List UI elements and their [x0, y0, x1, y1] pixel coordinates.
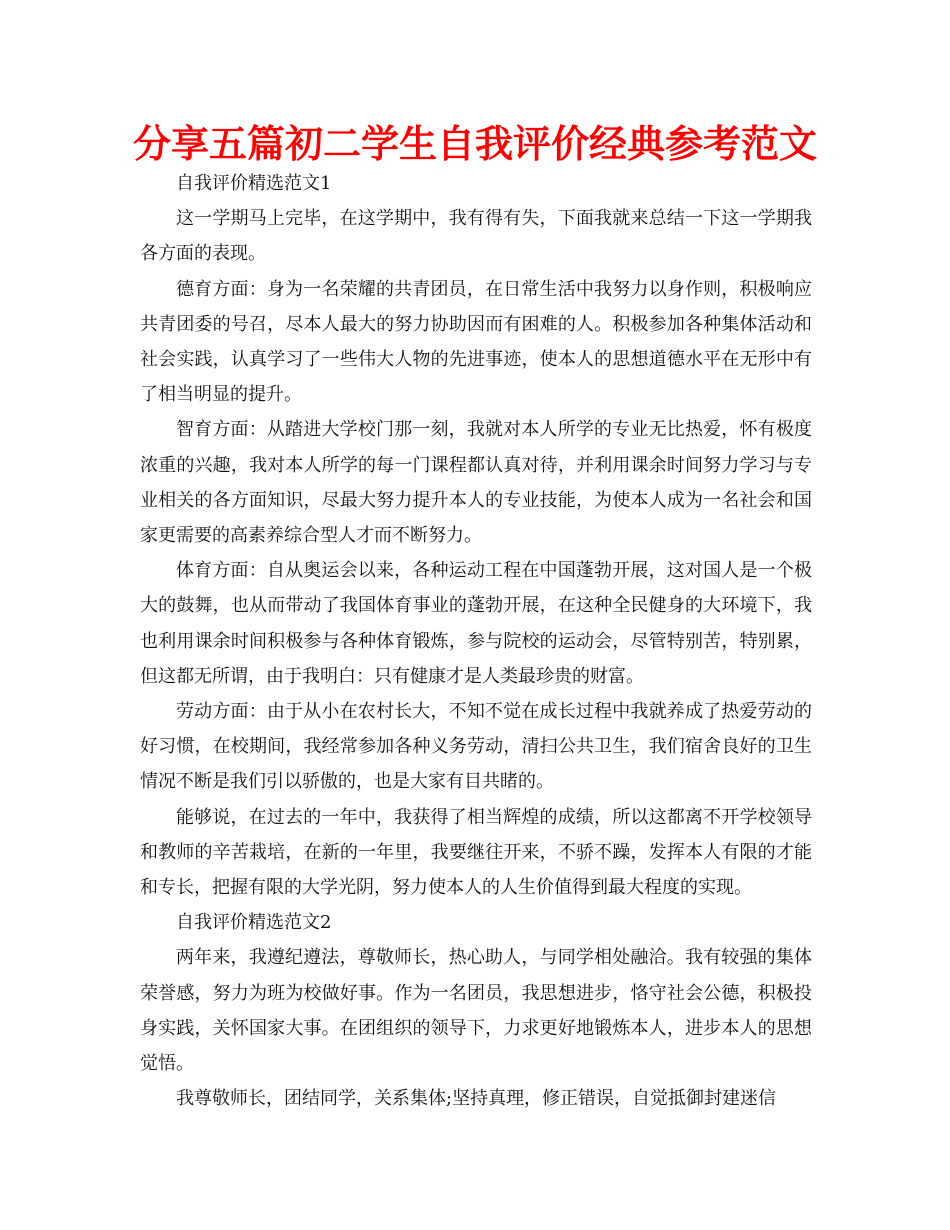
document-title: 分享五篇初二学生自我评价经典参考范文 — [132, 122, 817, 166]
paragraph-labor: 劳动方面：由于从小在农村长大，不知不觉在成长过程中我就养成了热爱劳动的好习惯，在校期间，我经常参加各种义务劳动，清扫公共卫生，我们宿舍良好的卫生情况不断是我们引以骄傲的，也是大家有目共睹的。 — [140, 701, 812, 793]
paragraph-moral: 德育方面：身为一名荣耀的共青团员，在日常生活中我努力以身作则，积极响应共青团委的号召，尽本人最大的努力协助因而有困难的人。积极参加各种集体活动和社会实践，认真学习了一些伟大人物的先进事迹，使本人的思想道德水平在无形中有了相当明显的提升。 — [140, 278, 812, 406]
paragraph-sample2-intro: 两年来，我遵纪遵法，尊敬师长，热心助人，与同学相处融洽。我有较强的集体荣誉感，努力为班为校做好事。作为一名团员，我思想进步，恪守社会公德，积极投身实践，关怀国家大事。在团组织的领导下，力求更好地锻炼本人，进步本人的思想觉悟。 — [140, 947, 812, 1075]
section-heading-1: 自我评价精选范文1 — [176, 173, 332, 194]
paragraph-physical: 体育方面：自从奥运会以来，各种运动工程在中国蓬勃开展，这对国人是一个极大的鼓舞，也从而带动了我国体育事业的蓬勃开展，在这种全民健身的大环境下，我也利用课余时间积极参与各种体育锻炼，参与院校的运动会，尽管特别苦，特别累，但这都无所谓，由于我明白：只有健康才是人类最珍贵的财富。 — [140, 560, 812, 687]
paragraph-conclusion: 能够说，在过去的一年中，我获得了相当辉煌的成绩，所以这都离不开学校领导和教师的辛苦栽培，在新的一年里，我要继往开来，不骄不躁，发挥本人有限的才能和专长，把握有限的大学光阴，努力使本人的人生价值得到最大程度的实现。 — [140, 806, 812, 899]
paragraph-intro: 这一学期马上完毕，在这学期中，我有得有失，下面我就来总结一下这一学期我各方面的表现。 — [140, 208, 812, 265]
section-heading-2: 自我评价精选范文2 — [176, 912, 332, 934]
document-body — [140, 166, 812, 1116]
paragraph-sample2-continued: 我尊敬师长，团结同学，关系集体;坚持真理，修正错误，自觉抵御封建迷信 — [176, 1088, 777, 1110]
paragraph-intellectual: 智育方面：从踏进大学校门那一刻，我就对本人所学的专业无比热爱，怀有极度浓重的兴趣，我对本人所学的每一门课程都认真对待，并利用课余时间努力学习与专业相关的各方面知识，尽最大努力提升本人的专业技能，为使本人成为一名社会和国家更需要的高素养综合型人才而不断努力。 — [140, 419, 812, 547]
